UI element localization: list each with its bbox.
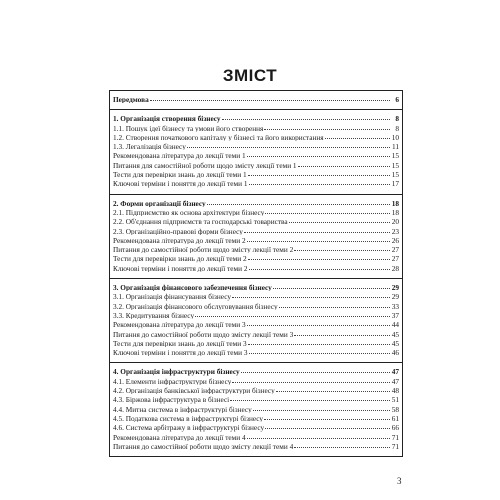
toc-entry-label: Рекомендована література до лекції теми 2 [113, 236, 246, 245]
toc-entry-row [113, 396, 399, 405]
dot-leader [273, 288, 390, 289]
toc-entry-page: 44 [391, 320, 399, 330]
toc-entry-label: 2. Форми організації бізнесу [113, 199, 206, 207]
toc-entry-row [113, 134, 399, 143]
dot-leader [276, 391, 390, 392]
dot-leader [265, 428, 390, 429]
toc-entry-label: 1.2. Створення початкового капіталу у бізнесі та його використання [113, 133, 324, 142]
toc-entry-label: 2.2. Об'єднання підприємств та господарські товариства [113, 218, 288, 226]
toc-entry-label: Передмова [113, 96, 149, 104]
toc-entry-label: 4.6. Система арбітражу в інфраструктурі бізнесу [113, 424, 265, 432]
toc-entry-label: Питання до самостійної роботи щодо змісту лекції теми 3 [113, 330, 294, 338]
toc-entry-label: 4.2. Організація банківської інфраструктури бізнесу [113, 387, 275, 395]
toc-section [110, 279, 403, 363]
toc-entry-label: Ключові терміни і поняття до лекції теми 2 [113, 264, 248, 273]
dot-leader [264, 129, 390, 130]
toc-entry-label: 3. Організація фінансового забезпечення бізнесу [113, 284, 272, 292]
toc-entry-row [113, 312, 399, 321]
dot-leader [195, 316, 390, 317]
dot-leader [294, 250, 390, 251]
toc-entry-row [113, 387, 399, 396]
toc-entry-label: 1.1. Пошук ідеї бізнесу та умови його створення [113, 124, 264, 132]
dot-leader [249, 353, 391, 354]
toc-entry-page: 51 [391, 395, 399, 405]
toc-section-cell [110, 110, 403, 194]
toc-section-cell [110, 194, 403, 278]
toc-entry-page: 6 [395, 95, 399, 104]
toc-entry-label: Тести для перевірки знань до лекції теми 3 [113, 339, 247, 348]
toc-section-cell [110, 91, 403, 110]
toc-entry-row [113, 180, 399, 189]
toc-entry-page: 46 [391, 348, 399, 358]
toc-entry-page: 15 [391, 151, 399, 161]
toc-entry-row [113, 265, 399, 274]
toc-entry-label: Рекомендована література до лекції теми 4 [113, 433, 246, 441]
toc-body [110, 91, 403, 457]
toc-entry-page: 47 [391, 376, 399, 386]
dot-leader [247, 325, 390, 326]
toc-entry-page: 66 [391, 423, 399, 433]
toc-section [110, 363, 403, 457]
dot-leader [187, 147, 390, 148]
dot-leader [247, 241, 390, 242]
toc-entry-row [113, 303, 399, 312]
toc-entry-page: 61 [391, 413, 399, 423]
toc-section [110, 110, 403, 194]
toc-entry-row [113, 162, 399, 171]
dot-leader [232, 297, 390, 298]
toc-entry-label: Ключові терміни і поняття до лекції теми 3 [113, 349, 248, 357]
toc-entry-page: 45 [391, 329, 399, 339]
toc-entry-page: 27 [391, 245, 399, 255]
dot-leader [150, 100, 390, 101]
toc-heading-row [113, 368, 399, 377]
toc-heading-row [113, 284, 399, 293]
toc-entry-row [113, 378, 399, 387]
toc-entry-label: 2.1. Підприємство як основа архітектури бізнесу [113, 208, 265, 217]
dot-leader [247, 156, 390, 157]
dot-leader [230, 400, 390, 401]
dot-leader [279, 307, 390, 308]
toc-entry-row [113, 321, 399, 330]
toc-entry-page: 17 [391, 179, 399, 189]
dot-leader [241, 372, 390, 373]
dot-leader [244, 232, 390, 233]
toc-entry-page: 29 [391, 292, 399, 302]
toc-heading-row [113, 96, 399, 105]
toc-entry-label: 4.5. Податкова система в інфраструктурі бізнесу [113, 414, 264, 423]
toc-entry-page: 18 [391, 198, 399, 208]
toc-section [110, 91, 403, 110]
toc-entry-page: 11 [391, 142, 399, 152]
toc-entry-row [113, 171, 399, 180]
toc-entry-label: 4. Організація інфраструктури бізнесу [113, 368, 240, 376]
dot-leader [298, 166, 390, 167]
toc-section-cell [110, 363, 403, 457]
toc-entry-row [113, 246, 399, 255]
toc-entry-label: 4.4. Митна система в інфраструктурі бізнесу [113, 405, 252, 413]
toc-entry-row [113, 152, 399, 161]
toc-entry-label: 1.3. Легалізація бізнесу [113, 143, 186, 151]
toc-entry-page: 71 [391, 441, 399, 451]
toc-entry-label: Тести для перевірки знань до лекції теми 1 [113, 171, 247, 179]
toc-entry-row [113, 406, 399, 415]
toc-entry-page: 48 [391, 386, 399, 396]
toc-entry-page: 58 [391, 404, 399, 414]
toc-section-cell [110, 279, 403, 363]
toc-entry-page: 29 [391, 283, 399, 293]
toc-entry-page: 8 [395, 123, 399, 133]
toc-entry-page: 23 [391, 226, 399, 236]
toc-entry-label: 1. Організація створення бізнесу [113, 115, 221, 123]
dot-leader [207, 204, 390, 205]
toc-entry-label: 3.2. Організація фінансового обслуговування бізнесу [113, 302, 278, 310]
toc-entry-row [113, 424, 399, 433]
toc-heading-row [113, 115, 399, 124]
toc-entry-row [113, 237, 399, 246]
toc-entry-row [113, 349, 399, 358]
toc-entry-row [113, 255, 399, 264]
toc-entry-page: 45 [391, 338, 399, 348]
toc-entry-page: 8 [395, 114, 399, 124]
toc-entry-page: 71 [391, 432, 399, 442]
toc-entry-label: Тести для перевірки знань до лекції теми 2 [113, 255, 247, 263]
toc-entry-page: 20 [391, 217, 399, 227]
dot-leader [247, 438, 390, 439]
dot-leader [289, 222, 390, 223]
dot-leader [248, 259, 390, 260]
toc-entry-page: 10 [391, 132, 399, 142]
toc-entry-row [113, 125, 399, 134]
page-number: 3 [397, 476, 402, 486]
toc-entry-label: Рекомендована література до лекції теми 1 [113, 152, 246, 160]
page-title: ЗМІСТ [222, 66, 278, 85]
dot-leader [249, 184, 391, 185]
toc-entry-page: 27 [391, 254, 399, 264]
toc-entry-label: Питання для самостійної роботи щодо змісту лекції теми 1 [113, 161, 297, 170]
toc-entry-page: 18 [391, 207, 399, 217]
toc-entry-label: 3.1. Організація фінансування бізнесу [113, 293, 231, 301]
dot-leader [253, 410, 390, 411]
dot-leader [325, 138, 390, 139]
toc-entry-page: 37 [391, 310, 399, 320]
dot-leader [222, 119, 390, 120]
toc-entry-row [113, 143, 399, 152]
toc-entry-label: 2.3. Організаційно-правові форми бізнесу [113, 227, 243, 235]
toc-entry-label: 4.3. Біржова інфраструктура в бізнесі [113, 396, 230, 404]
dot-leader [248, 175, 390, 176]
toc-entry-page: 28 [391, 263, 399, 273]
toc-entry-page: 47 [391, 367, 399, 377]
toc-entry-label: 4.1. Елементи інфраструктури бізнесу [113, 377, 232, 386]
toc-entry-page: 15 [391, 170, 399, 180]
toc-entry-page: 26 [391, 235, 399, 245]
toc-entry-row [113, 209, 399, 218]
dot-leader [249, 269, 391, 270]
toc-entry-row [113, 293, 399, 302]
dot-leader [264, 419, 390, 420]
toc-entry-label: Рекомендована література до лекції теми 3 [113, 321, 246, 329]
dot-leader [265, 213, 390, 214]
dot-leader [294, 335, 390, 336]
dot-leader [232, 382, 390, 383]
toc-entry-row [113, 340, 399, 349]
toc-entry-row [113, 415, 399, 424]
toc-entry-row [113, 228, 399, 237]
toc-entry-label: Питання до самостійної роботи щодо змісту лекції теми 2 [113, 246, 294, 254]
toc-entry-label: Ключові терміни і поняття до лекції теми 1 [113, 180, 248, 188]
toc-entry-row [113, 218, 399, 227]
toc-entry-row [113, 331, 399, 340]
toc-entry-page: 33 [391, 301, 399, 311]
toc-entry-label: Питання до самостійної роботи щодо змісту лекції теми 4 [113, 442, 294, 451]
toc-entry-page: 15 [391, 160, 399, 170]
toc-entry-row [113, 434, 399, 443]
dot-leader [294, 447, 390, 448]
toc-entry-label: 3.3. Кредитування бізнесу [113, 311, 195, 320]
table-of-contents [109, 90, 403, 457]
dot-leader [248, 344, 390, 345]
toc-entry-row [113, 443, 399, 452]
toc-section [110, 194, 403, 278]
toc-heading-row [113, 200, 399, 209]
